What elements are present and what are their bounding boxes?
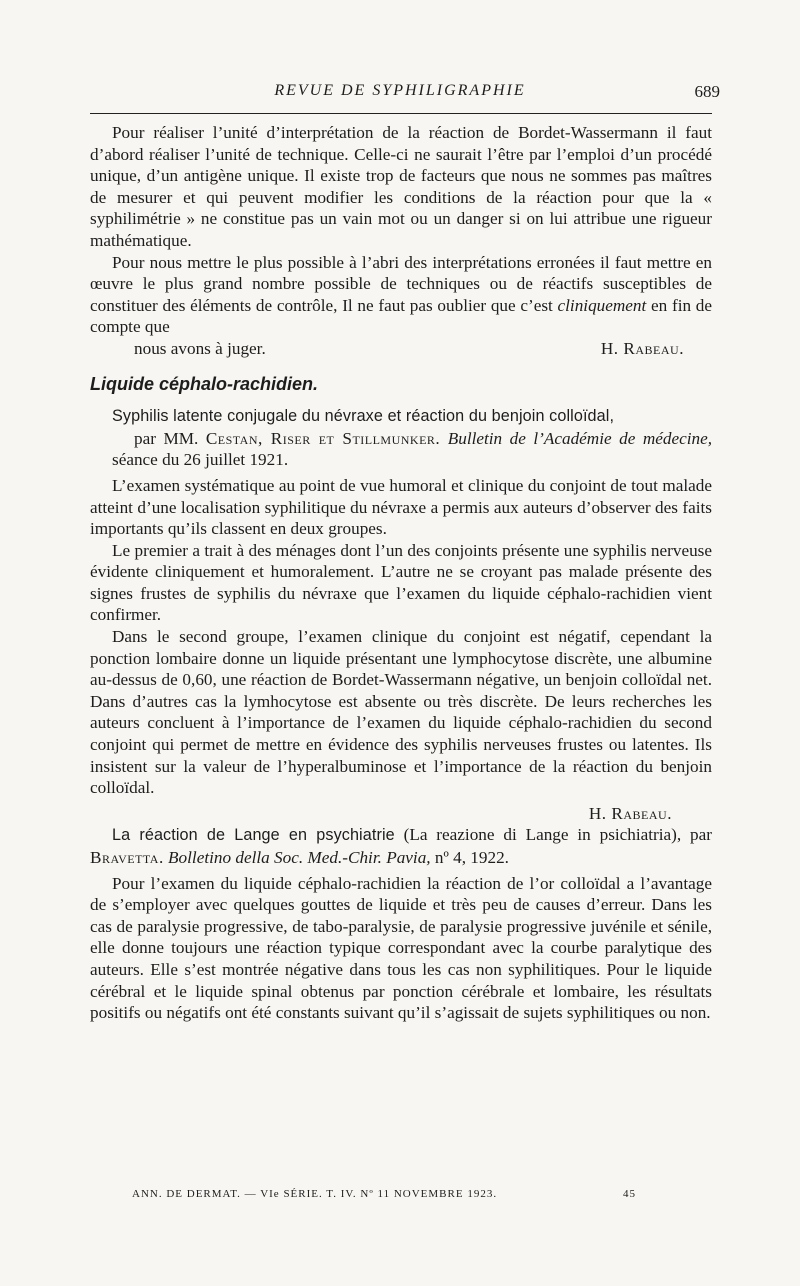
article-1-journal: Bulletin de l’Académie de médecine,: [447, 428, 713, 448]
running-title: REVUE DE SYPHILIGRAPHIE: [274, 82, 526, 99]
intro-paragraph-2-end: en fin de compte que: [90, 295, 713, 337]
article-1-title: Syphilis latente conjugale du névraxe et réaction du benjoin colloïdal,: [112, 407, 615, 426]
footer-signature-mark: 45: [623, 1188, 636, 1200]
article-1-authors-prefix: par MM.: [134, 428, 199, 448]
article-1-paragraph-1: L’examen systématique au point de vue humoral et clinique du conjoint de tout malade atteint d’une localisation syphilitique du névraxe a permis aux auteurs d’observer des faits importants qu’ils classent en deux groupes.: [90, 475, 712, 539]
intro-last-text: nous avons à juger.: [134, 338, 266, 358]
intro-paragraph-2: [90, 252, 712, 338]
intro-last-line: [90, 338, 712, 360]
footer-citation: ANN. DE DERMAT. — VIe SÉRIE. T. IV. Nº 11 NOVEMBRE 1923.: [132, 1188, 498, 1200]
footer: [132, 1188, 636, 1200]
body-text: [90, 122, 712, 1024]
article-1-session: séance du 26 juillet 1921.: [112, 450, 289, 470]
header-rule: [90, 113, 712, 114]
article-2-original-title: (La reazione di Lange in psichiatria), par: [403, 825, 712, 845]
article-2-issue: nº 4, 1922.: [434, 848, 509, 867]
intro-signature: H. Rabeau.: [600, 338, 684, 358]
running-head: [90, 82, 720, 106]
intro-paragraph-2-text: Pour nous mettre le plus possible à l’abri des interprétations erronées il faut mettre en œuvre le plus grand nombre possible de techniques ou de réactifs susceptibles de constituer des éléments de contrôle, Il ne faut pas oublier que c’est: [90, 252, 712, 315]
intro-paragraph-1: Pour réaliser l’unité d’interprétation de la réaction de Bordet-Wassermann il faut d’abord réaliser l’unité de technique. Celle-ci ne saurait l’être par l’emploi d’un procédé unique, d’un antigène unique. Il existe trop de facteurs que nous ne sommes pas maîtres de mesurer et qui peuvent modifier les conditions de la réaction pour que la « syphilimétrie » ne constitue pas un vain mot ou un danger si on lui attribue une rigueur mathématique.: [90, 123, 712, 250]
article-1-citation: [90, 428, 712, 471]
page-number: 689: [694, 82, 720, 101]
article-1-authors: Cestan, Riser et Stillmunker.: [205, 428, 441, 448]
article-2-journal: Bolletino della Soc. Med.-Chir. Pavia,: [168, 848, 431, 867]
article-2-paragraph-1: Pour l’examen du liquide céphalo-rachidien la réaction de l’or colloïdal a l’avantage de s’employer avec quelques gouttes de liquide et très peu de causes d’erreur. Dans les cas de paralysie progressive, de tabo-paralysie, de paralysie progressive juvénile et sénile, elle donne toujours une réaction typique correspondant avec la courbe paralytique des auteurs. Elle s’est montrée négative dans tous les cas non syphilitiques. Pour le liquide cérébral et le liquide spinal obtenus par ponction cérébrale et lombaire, les résultats positifs ou négatifs ont été constants suivant qu’il s’agissait de sujets syphilitiques ou non.: [90, 873, 712, 1023]
article-2-author: Bravetta.: [90, 848, 164, 867]
intro-italic-word: cliniquement: [557, 295, 647, 315]
article-1-paragraph-3: Dans le second groupe, l’examen clinique du conjoint est négatif, cependant la ponction lombaire donne un liquide présentant une lymphocytose discrète, une albumine au-dessus de 0,60, une réaction de Bordet-Wassermann négative, un benjoin colloïdal net. Dans d’autres cas la lymhocytose est absente ou très discrète. De leurs recherches les auteurs concluent à l’importance de l’examen du liquide céphalo-rachidien du second conjoint qui permet de mettre en évidence des syphilis nerveuses frustes ou latentes. Ils insistent sur la valeur de l’hyperalbuminose et l’importance de la réaction du benjoin colloïdal.: [90, 627, 712, 798]
article-2-title: La réaction de Lange en psychiatrie: [112, 826, 395, 845]
article-1-heading: [90, 405, 712, 471]
article-1-paragraph-2: Le premier a trait à des ménages dont l’un des conjoints présente une syphilis nerveuse évidente cliniquement et humoralement. L’autre ne se croyant pas malade présente des signes frustes de syphilis du névraxe que l’examen du liquide céphalo-rachidien vient confirmer.: [90, 540, 712, 625]
section-heading: Liquide céphalo-rachidien.: [90, 373, 319, 394]
article-1-signature: H. Rabeau.: [588, 803, 672, 823]
article-2-heading: [90, 824, 712, 868]
